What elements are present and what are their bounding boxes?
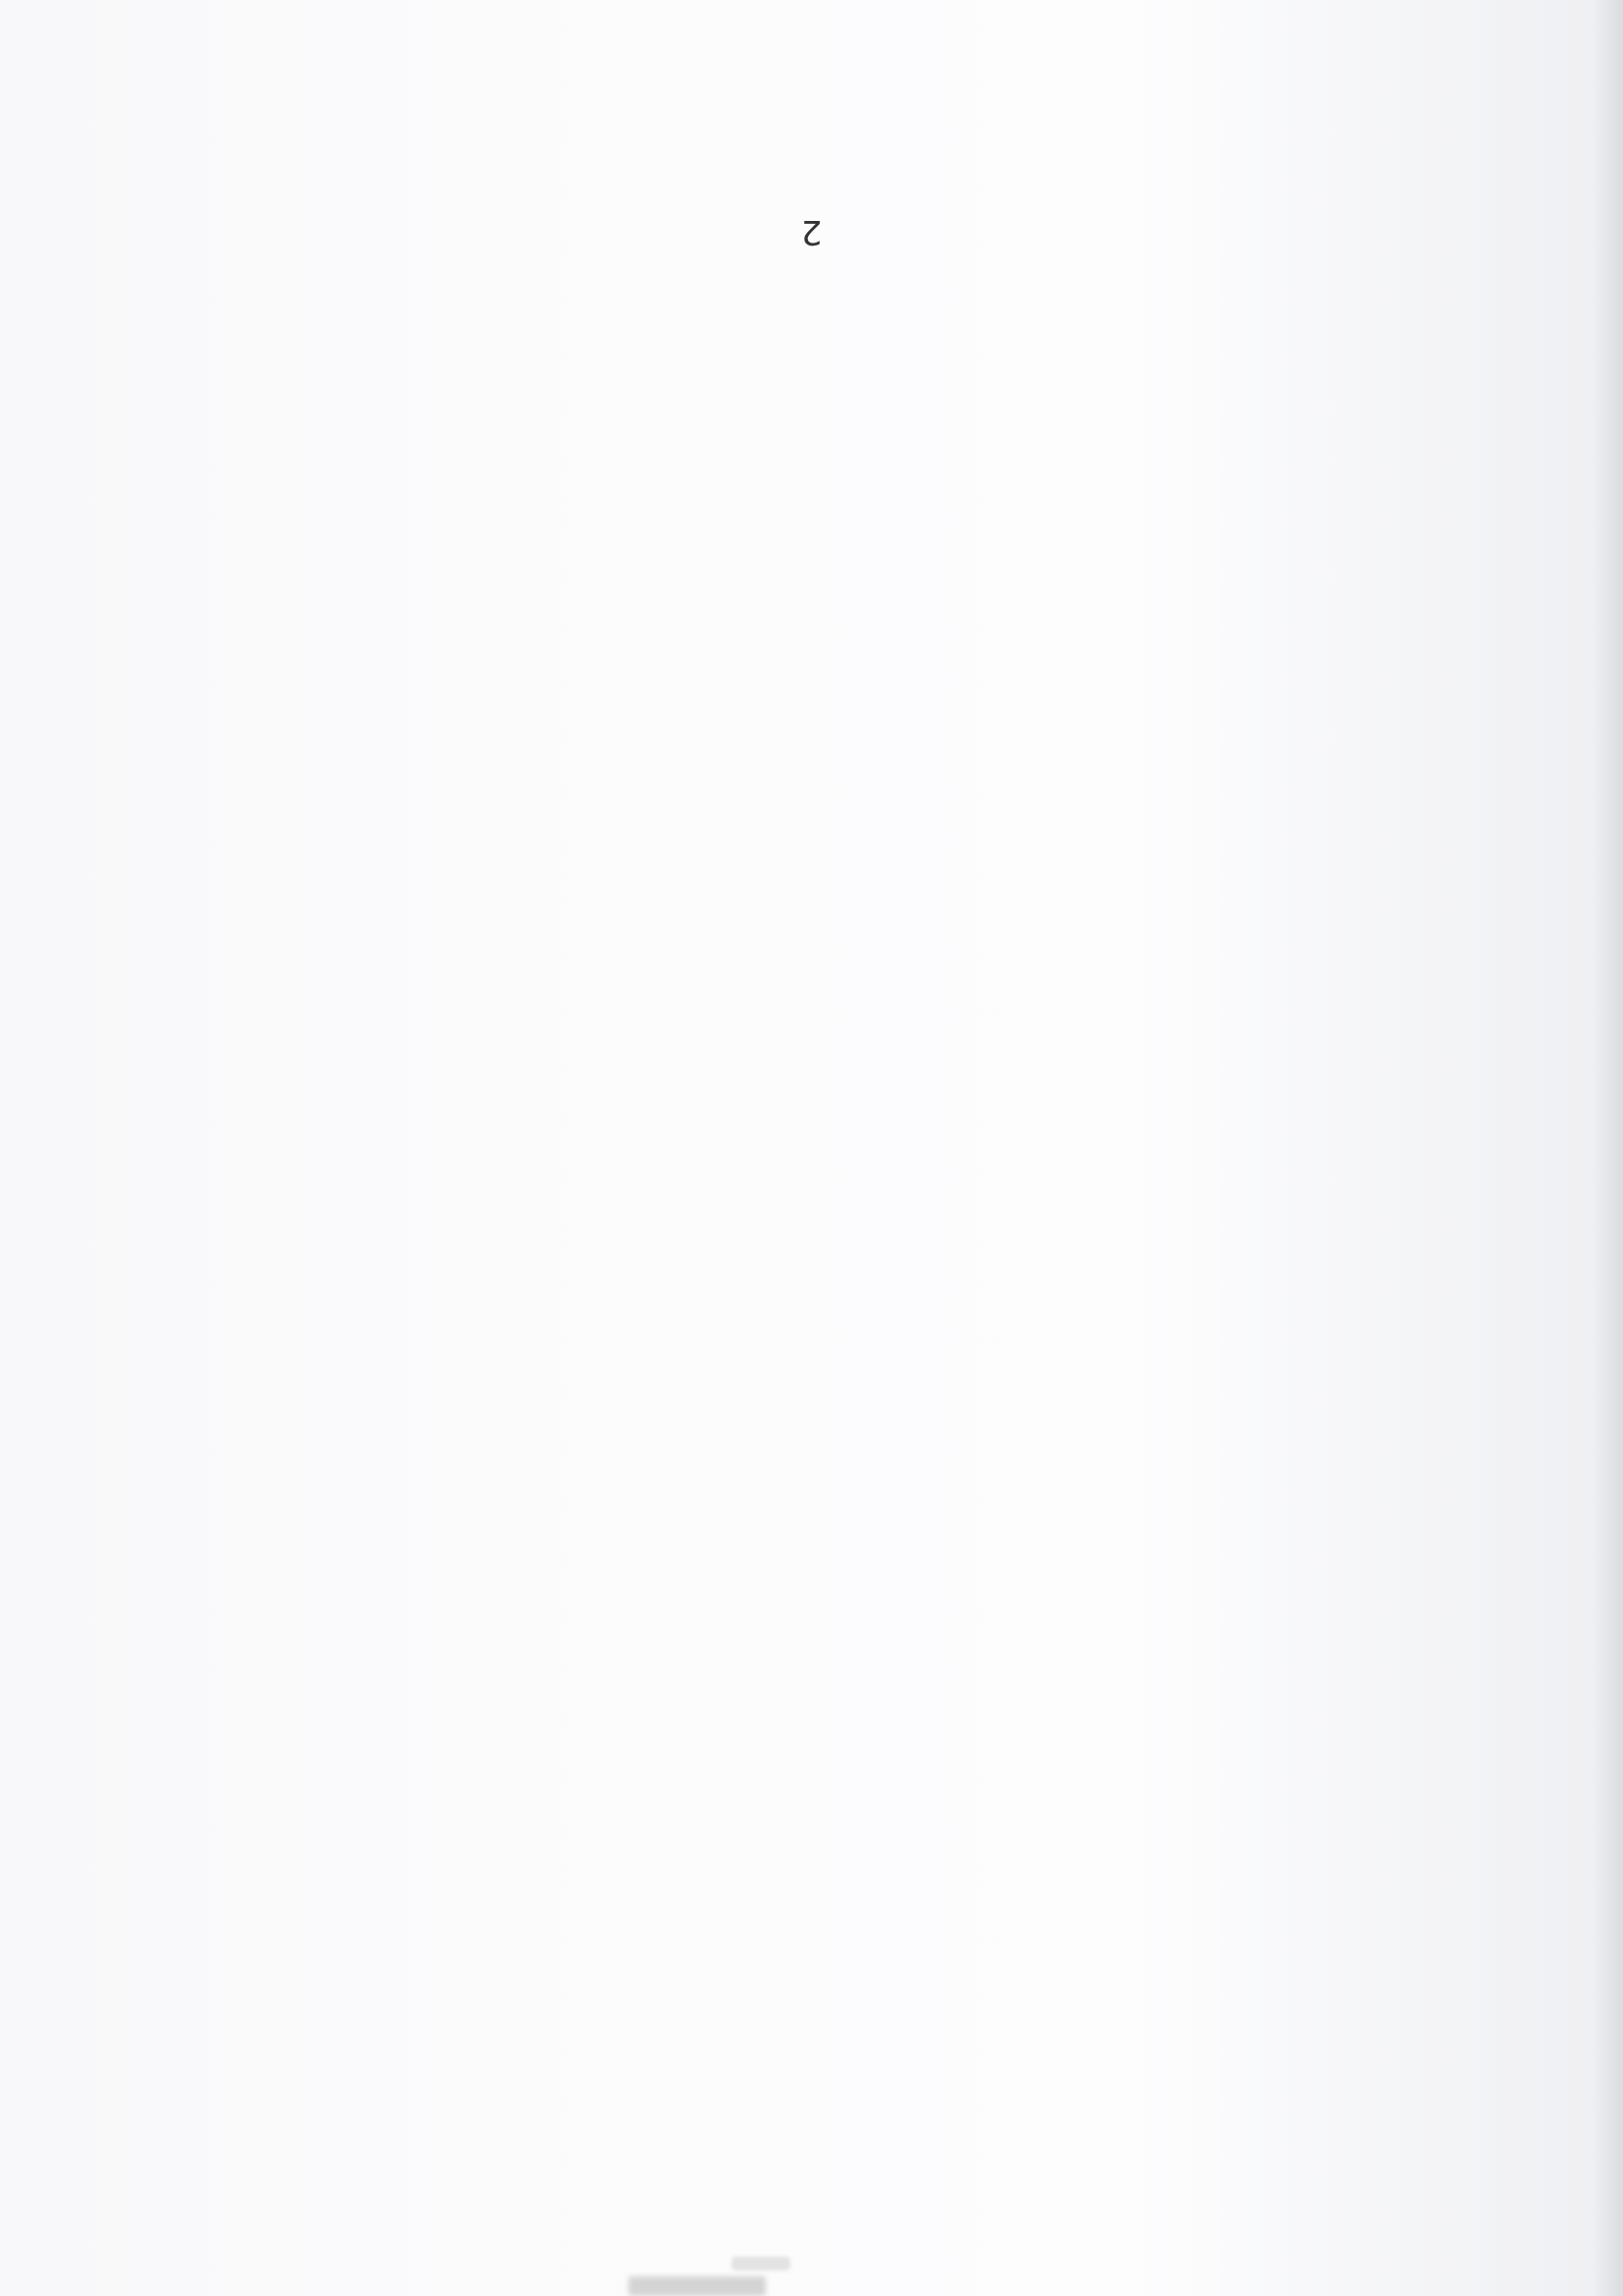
text-line (160, 1230, 1456, 1275)
document-body (160, 259, 1456, 1319)
text-line (160, 502, 1456, 546)
text-line (160, 1275, 1456, 1319)
paragraph (160, 458, 1456, 1209)
text-line (160, 590, 1456, 634)
text-line (160, 723, 1456, 767)
paragraph (160, 259, 1456, 436)
text-line (160, 900, 1456, 944)
text-line (160, 1121, 1456, 1165)
text-line (160, 546, 1456, 590)
text-line (160, 634, 1456, 679)
page-number: 2 (800, 212, 823, 251)
text-line (160, 988, 1456, 1032)
text-line (160, 855, 1456, 900)
text-line (160, 303, 1456, 348)
text-line (160, 1165, 1456, 1209)
text-line (160, 811, 1456, 855)
scan-smudge (628, 2276, 766, 2296)
text-line (160, 392, 1456, 436)
paragraph (160, 1230, 1456, 1319)
text-line (160, 1076, 1456, 1121)
text-line (160, 1032, 1456, 1076)
text-line (160, 348, 1456, 392)
text-line (160, 679, 1456, 723)
text-line (160, 944, 1456, 988)
text-line (160, 259, 1456, 303)
text-line (160, 767, 1456, 811)
text-line (160, 458, 1456, 502)
scan-smudge (731, 2257, 790, 2270)
